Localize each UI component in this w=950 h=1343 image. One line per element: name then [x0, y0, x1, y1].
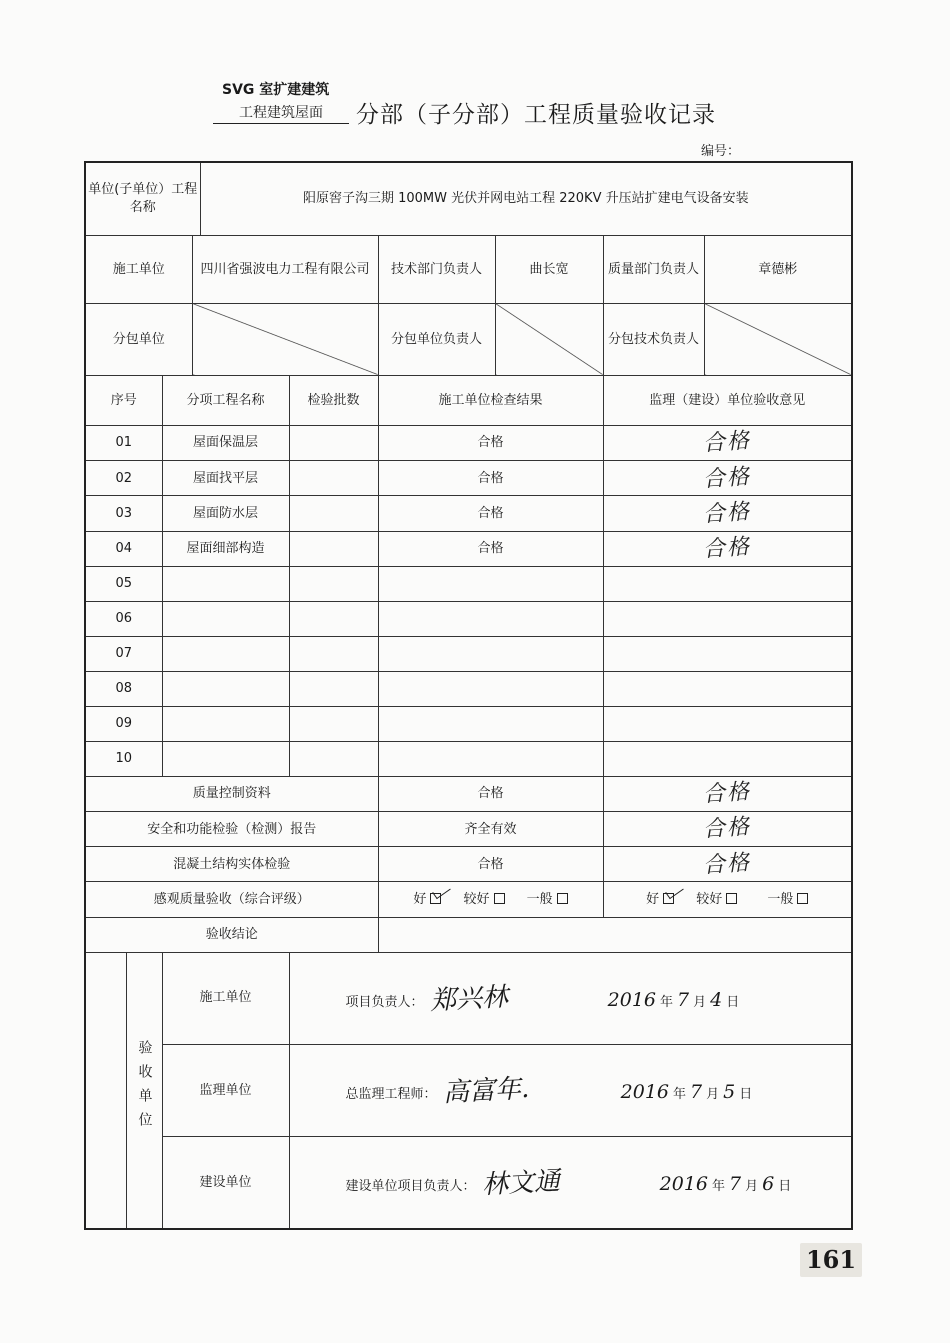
row-check: [378, 671, 603, 706]
row-no: 06: [85, 601, 162, 636]
row-name: 屋面找平层: [162, 461, 289, 496]
checkbox-normal-supervision[interactable]: [797, 893, 808, 904]
row-no: 01: [85, 426, 162, 461]
option-good-label: 好: [413, 891, 427, 907]
checkbox-fair-supervision[interactable]: [726, 893, 737, 904]
summary-opinion: 合格: [603, 847, 852, 882]
subcontractor-label: 分包单位: [85, 303, 192, 375]
row-check: 合格: [378, 496, 603, 531]
row-opinion: [603, 636, 852, 671]
row-check: 合格: [378, 461, 603, 496]
construction-unit-label: 施工单位: [85, 235, 192, 303]
table-row: [85, 461, 852, 496]
row-batches: [289, 531, 378, 566]
row-name: [162, 671, 289, 706]
supervision-appearance-options: [603, 882, 852, 917]
summary-check: 齐全有效: [378, 812, 603, 847]
summary-opinion: 合格: [603, 812, 852, 847]
row-batches: [289, 706, 378, 741]
column-no: 序号: [85, 376, 162, 426]
table-row: [85, 636, 852, 671]
sub-head-label: 分包单位负责人: [378, 303, 495, 375]
signature: 林文通: [480, 1166, 561, 1201]
column-name: 分项工程名称: [162, 376, 289, 426]
sub-head-value: [495, 303, 603, 375]
row-opinion: [603, 566, 852, 601]
construction-appearance-options: [378, 882, 603, 917]
option-fair-label: 较好: [463, 891, 490, 907]
row-name: [162, 566, 289, 601]
table-row: [85, 566, 852, 601]
row-name: [162, 636, 289, 671]
checkbox-good-supervision[interactable]: [663, 893, 674, 904]
document-number-label: 编号：: [701, 144, 741, 159]
row-no: 05: [85, 566, 162, 601]
page-title: 分部（子分部）工程质量验收记录: [356, 102, 716, 128]
acceptance-unit: 施工单位: [162, 952, 289, 1044]
conclusion-value: [378, 917, 852, 952]
tech-head-value: 曲长宽: [495, 235, 603, 303]
table-row: [85, 671, 852, 706]
table-row: [85, 601, 852, 636]
acceptance-signature-row: 项目负责人： 郑兴林 2016 年 7 月 4 日: [289, 952, 852, 1044]
acceptance-unit: 监理单位: [162, 1044, 289, 1136]
signature: 高富年.: [441, 1073, 530, 1109]
acceptance-record-table: [84, 161, 853, 1230]
row-check: [378, 742, 603, 777]
row-batches: [289, 461, 378, 496]
acceptance-margin: [85, 952, 126, 1229]
row-name: 屋面保温层: [162, 426, 289, 461]
tech-head-label: 技术部门负责人: [378, 235, 495, 303]
checkbox-good-construction[interactable]: [430, 893, 441, 904]
row-opinion: 合格: [603, 496, 852, 531]
row-batches: [289, 426, 378, 461]
unit-name-value: 阳原窖子沟三期 100MW 光伏并网电站工程 220KV 升压站扩建电气设备安装: [200, 162, 852, 235]
row-no: 02: [85, 461, 162, 496]
acceptance-group-label: 验收单位: [126, 952, 162, 1229]
row-opinion: [603, 601, 852, 636]
summary-check: 合格: [378, 847, 603, 882]
column-batches: 检验批数: [289, 376, 378, 426]
row-name: [162, 601, 289, 636]
appearance-label: 感观质量验收（综合评级）: [85, 882, 378, 917]
row-check: [378, 601, 603, 636]
checkbox-normal-construction[interactable]: [557, 893, 568, 904]
summary-check: 合格: [378, 777, 603, 812]
row-no: 04: [85, 531, 162, 566]
row-opinion: [603, 706, 852, 741]
subcontractor-value: [192, 303, 378, 375]
row-no: 07: [85, 636, 162, 671]
acceptance-signature-row: 建设单位项目负责人： 林文通 2016 年 7 月 6 日: [289, 1137, 852, 1229]
row-check: [378, 566, 603, 601]
table-row: [85, 706, 852, 741]
row-batches: [289, 566, 378, 601]
row-batches: [289, 601, 378, 636]
row-no: 03: [85, 496, 162, 531]
signature: 郑兴林: [428, 982, 509, 1017]
row-batches: [289, 742, 378, 777]
table-row: [85, 531, 852, 566]
row-no: 08: [85, 671, 162, 706]
row-name: 屋面防水层: [162, 496, 289, 531]
summary-label: 质量控制资料: [85, 777, 378, 812]
row-name: 屋面细部构造: [162, 531, 289, 566]
row-opinion: 合格: [603, 426, 852, 461]
option-fair-label: 较好: [696, 891, 723, 907]
row-check: [378, 706, 603, 741]
row-check: 合格: [378, 531, 603, 566]
sub-tech-value: [704, 303, 852, 375]
row-opinion: [603, 671, 852, 706]
acceptance-unit: 建设单位: [162, 1137, 289, 1229]
table-row: [85, 742, 852, 777]
row-opinion: 合格: [603, 531, 852, 566]
table-row: [85, 496, 852, 531]
row-name: [162, 706, 289, 741]
row-no: 10: [85, 742, 162, 777]
option-normal-label: 一般: [526, 891, 553, 907]
header-subtitle: SVG 室扩建建筑: [222, 82, 330, 98]
conclusion-label: 验收结论: [85, 917, 378, 952]
table-row: [85, 426, 852, 461]
option-good-label: 好: [646, 891, 660, 907]
row-name: [162, 742, 289, 777]
summary-opinion: 合格: [603, 777, 852, 812]
header-category: 工程建筑屋面: [213, 102, 349, 124]
summary-label: 混凝土结构实体检验: [85, 847, 378, 882]
row-check: 合格: [378, 426, 603, 461]
row-batches: [289, 636, 378, 671]
quality-head-label: 质量部门负责人: [603, 235, 704, 303]
row-batches: [289, 671, 378, 706]
acceptance-signature-row: 总监理工程师： 高富年. 2016 年 7 月 5 日: [289, 1044, 852, 1136]
column-opinion: 监理（建设）单位验收意见: [603, 376, 852, 426]
quality-head-value: 章德彬: [704, 235, 852, 303]
sub-tech-label: 分包技术负责人: [603, 303, 704, 375]
row-check: [378, 636, 603, 671]
unit-name-label: 单位(子单位）工程名称: [85, 162, 200, 235]
option-normal-label: 一般: [767, 891, 794, 907]
row-no: 09: [85, 706, 162, 741]
column-check: 施工单位检查结果: [378, 376, 603, 426]
checkbox-fair-construction[interactable]: [494, 893, 505, 904]
construction-unit-value: 四川省强波电力工程有限公司: [192, 235, 378, 303]
summary-label: 安全和功能检验（检测）报告: [85, 812, 378, 847]
row-opinion: [603, 742, 852, 777]
row-batches: [289, 496, 378, 531]
row-opinion: 合格: [603, 461, 852, 496]
page-number: 161: [800, 1243, 862, 1277]
